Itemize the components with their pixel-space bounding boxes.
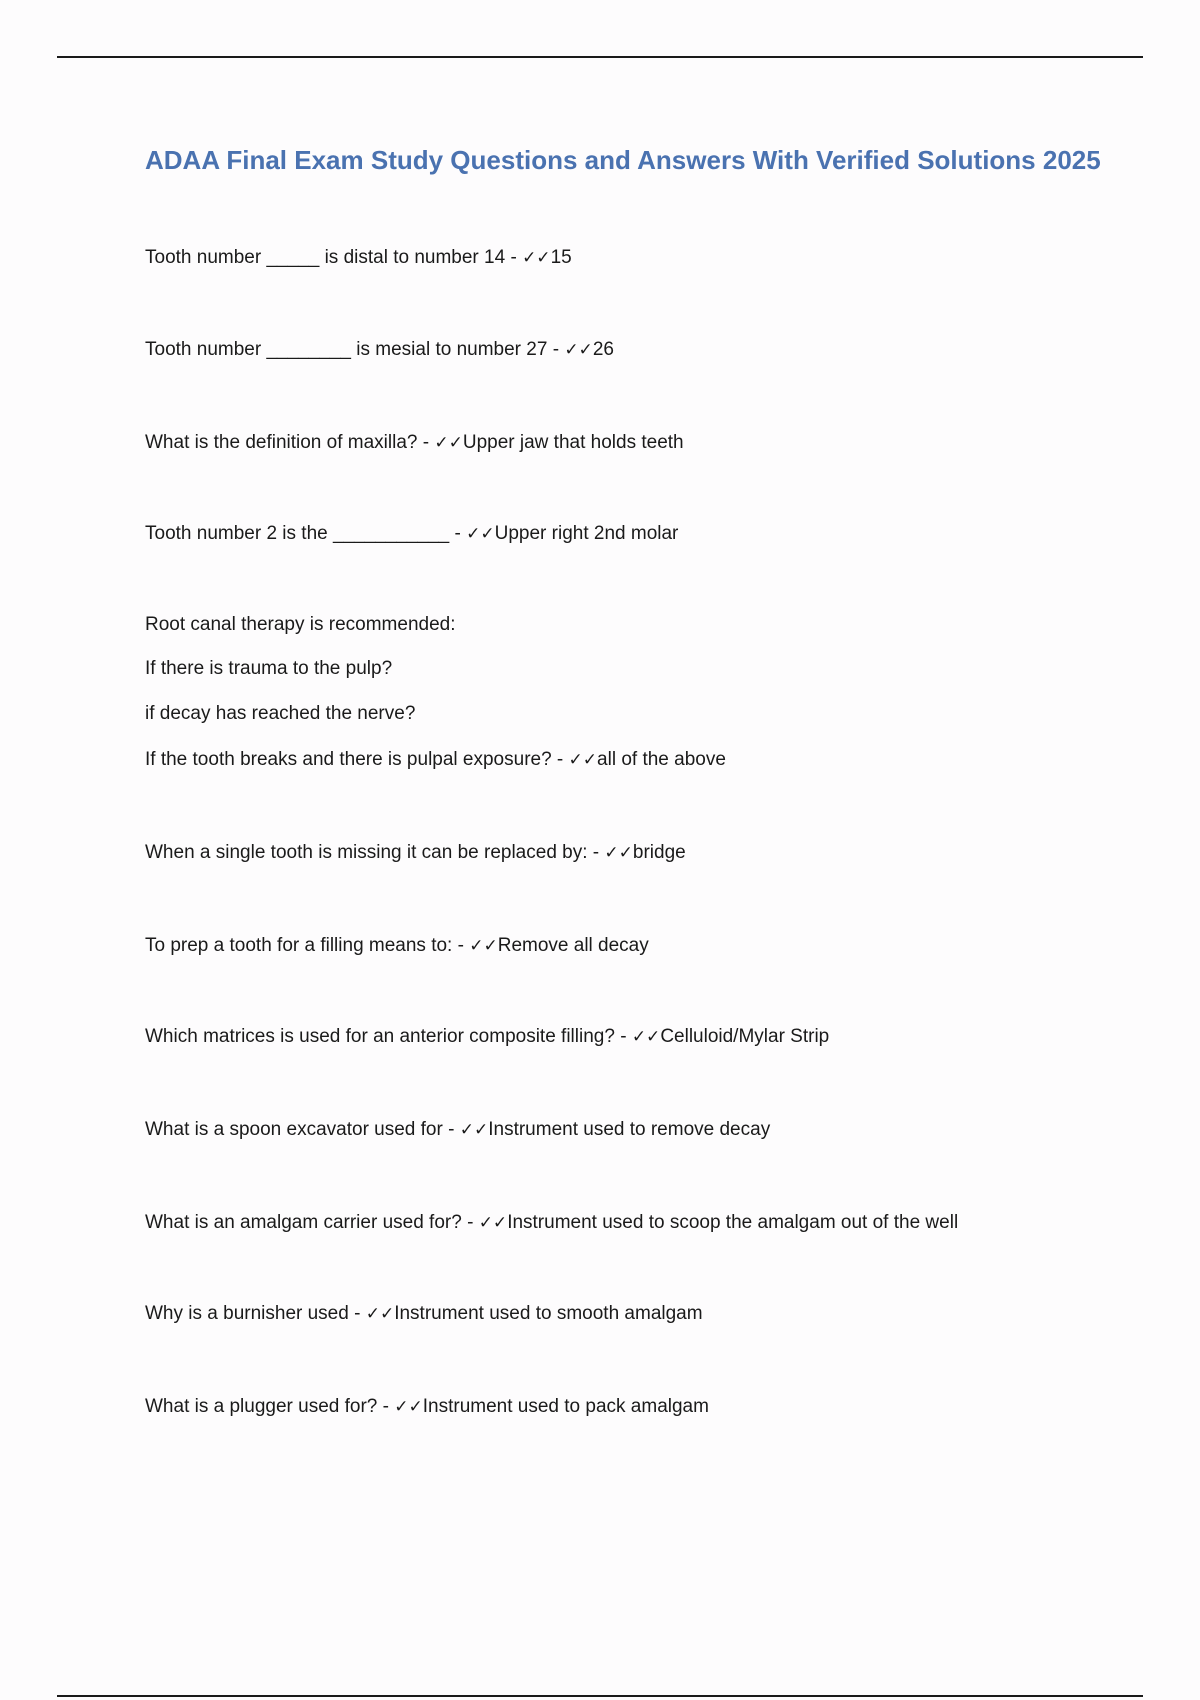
double-check-icon: ✓✓: [434, 433, 463, 453]
top-rule: [57, 56, 1143, 58]
double-check-icon: ✓✓: [466, 524, 495, 544]
answer-text: bridge: [632, 842, 686, 863]
question-text: What is a plugger used for? -: [145, 1396, 395, 1417]
qa-item-1: [145, 246, 572, 270]
qa-item-5-line-2: If there is trauma to the pulp?: [145, 658, 393, 679]
qa-item-4: [145, 522, 678, 546]
qa-item-12: [145, 1395, 709, 1419]
question-text: What is an amalgam carrier used for? -: [145, 1212, 479, 1233]
qa-item-8: [145, 1025, 829, 1049]
bottom-rule: [57, 1695, 1143, 1697]
question-text: To prep a tooth for a filling means to: -: [145, 935, 470, 956]
question-text: What is the definition of maxilla? -: [145, 432, 435, 453]
question-text: Tooth number _____ is distal to number 14 -: [145, 247, 523, 268]
double-check-icon: ✓✓: [365, 1304, 395, 1324]
answer-text: Instrument used to smooth amalgam: [394, 1303, 703, 1324]
question-text: Which matrices is used for an anterior composite filling? -: [145, 1026, 632, 1047]
answer-text: Instrument used to pack amalgam: [422, 1396, 709, 1417]
answer-text: 26: [592, 339, 614, 360]
double-check-icon: ✓✓: [478, 1213, 508, 1233]
answer-text: Instrument used to remove decay: [488, 1119, 771, 1140]
answer-text: Remove all decay: [497, 935, 649, 956]
double-check-icon: ✓✓: [631, 1027, 661, 1047]
answer-text: all of the above: [597, 749, 726, 770]
double-check-icon: ✓✓: [568, 750, 598, 770]
qa-item-9: [145, 1118, 770, 1142]
question-text: When a single tooth is missing it can be replaced by: -: [145, 842, 605, 863]
qa-item-10: [145, 1211, 958, 1235]
double-check-icon: ✓✓: [564, 340, 593, 360]
question-text: Tooth number ________ is mesial to number 27 -: [145, 339, 565, 360]
answer-text: 15: [550, 247, 572, 268]
qa-item-5-line-4: [145, 748, 726, 772]
answer-text: Instrument used to scoop the amalgam out of the well: [507, 1212, 959, 1233]
double-check-icon: ✓✓: [394, 1397, 423, 1417]
qa-item-11: [145, 1302, 703, 1326]
qa-item-6: [145, 841, 686, 865]
question-text: Tooth number 2 is the ___________ -: [145, 523, 467, 544]
double-check-icon: ✓✓: [604, 843, 633, 863]
qa-item-2: [145, 338, 614, 362]
double-check-icon: ✓✓: [469, 936, 498, 956]
qa-item-7: [145, 934, 649, 958]
qa-item-3: [145, 431, 684, 455]
answer-text: Upper right 2nd molar: [494, 523, 679, 544]
question-text: What is a spoon excavator used for -: [145, 1119, 460, 1140]
question-text: Why is a burnisher used -: [145, 1303, 366, 1324]
double-check-icon: ✓✓: [459, 1120, 489, 1140]
qa-item-5-line-3: if decay has reached the nerve?: [145, 703, 416, 724]
qa-item-5-line-1: Root canal therapy is recommended:: [145, 614, 456, 635]
document-title: ADAA Final Exam Study Questions and Answers With Verified Solutions 2025: [145, 145, 1101, 175]
answer-text: Upper jaw that holds teeth: [462, 432, 684, 453]
question-text: If the tooth breaks and there is pulpal exposure? -: [145, 749, 569, 770]
answer-text: Celluloid/Mylar Strip: [660, 1026, 830, 1047]
double-check-icon: ✓✓: [522, 248, 551, 268]
